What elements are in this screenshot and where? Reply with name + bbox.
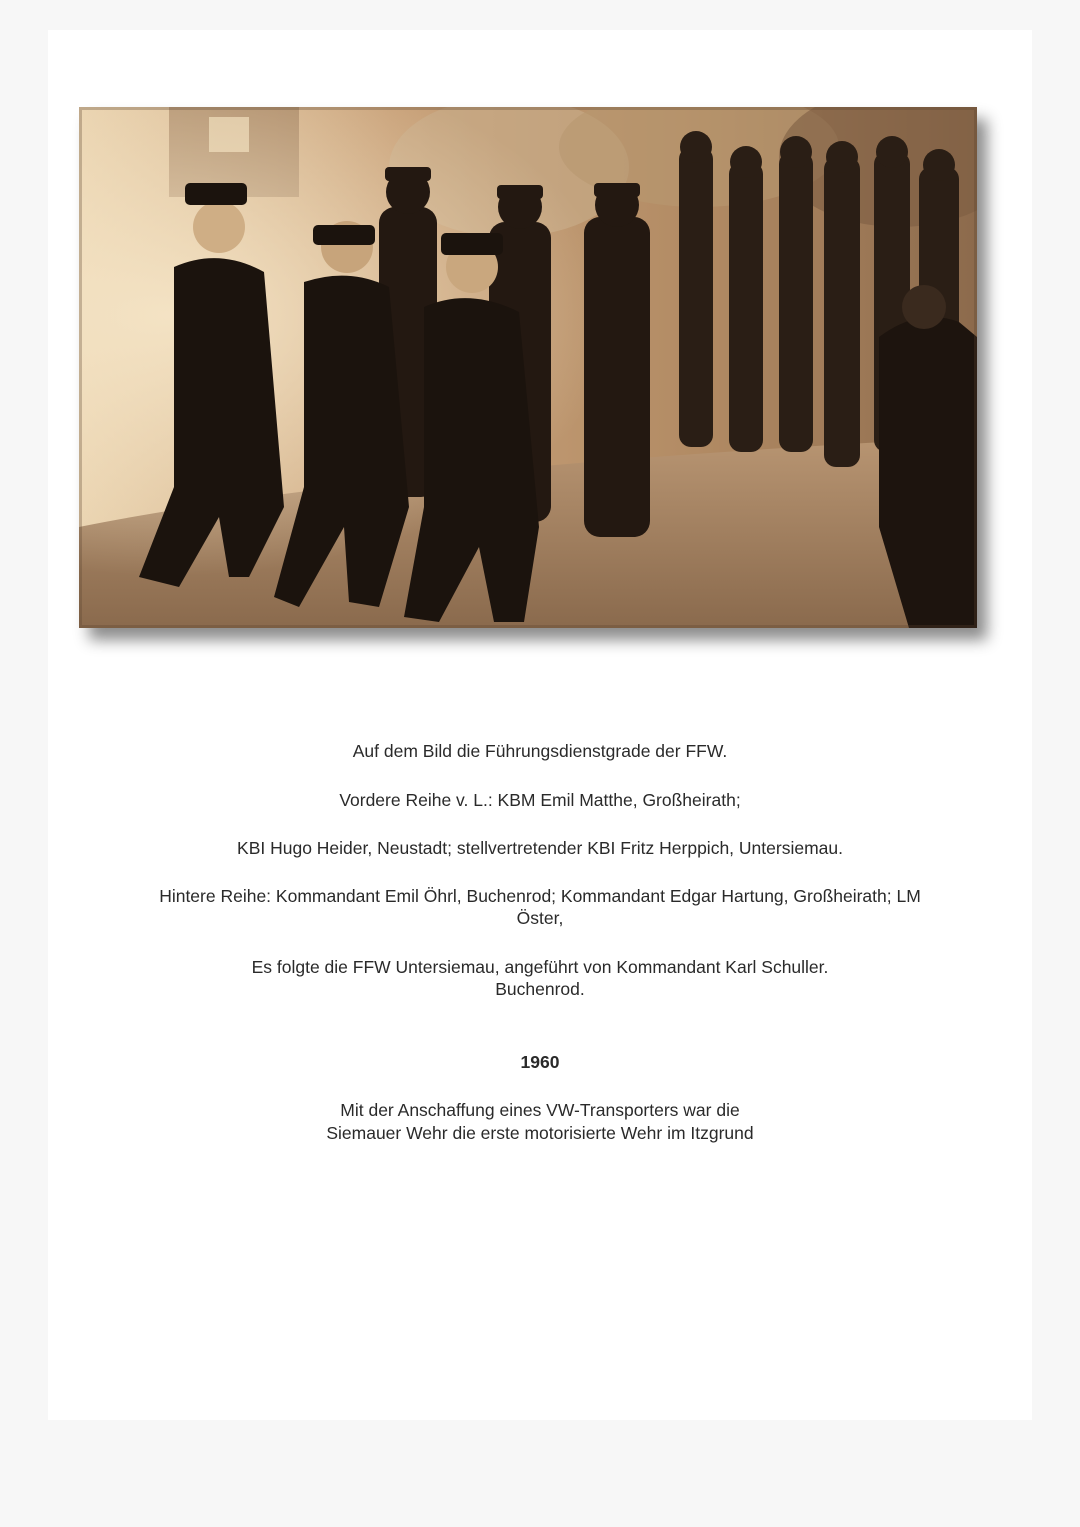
historic-photo <box>79 107 977 628</box>
caption-line-4b: Öster, <box>516 908 564 928</box>
section-text-b: Siemauer Wehr die erste motorisierte Wehr im Itzgrund <box>326 1123 754 1143</box>
section-text-a: Mit der Anschaffung eines VW-Transporters war die <box>340 1100 740 1120</box>
photo-firefighters-parade <box>79 107 977 628</box>
year-heading: 1960 <box>520 1052 560 1072</box>
caption-line-5b: Buchenrod. <box>495 979 585 999</box>
caption-line-4a: Hintere Reihe: Kommandant Emil Öhrl, Buchenrod; Kommandant Edgar Hartung, Großheirath; LM <box>159 886 921 906</box>
caption-line-5a: Es folgte die FFW Untersiemau, angeführt von Kommandant Karl Schuller. <box>251 957 829 977</box>
caption-line-2: Vordere Reihe v. L.: KBM Emil Matthe, Großheirath; <box>339 790 741 810</box>
caption-line-1: Auf dem Bild die Führungsdienstgrade der FFW. <box>352 741 728 761</box>
caption-line-3: KBI Hugo Heider, Neustadt; stellvertretender KBI Fritz Herppich, Untersiemau. <box>237 838 843 858</box>
